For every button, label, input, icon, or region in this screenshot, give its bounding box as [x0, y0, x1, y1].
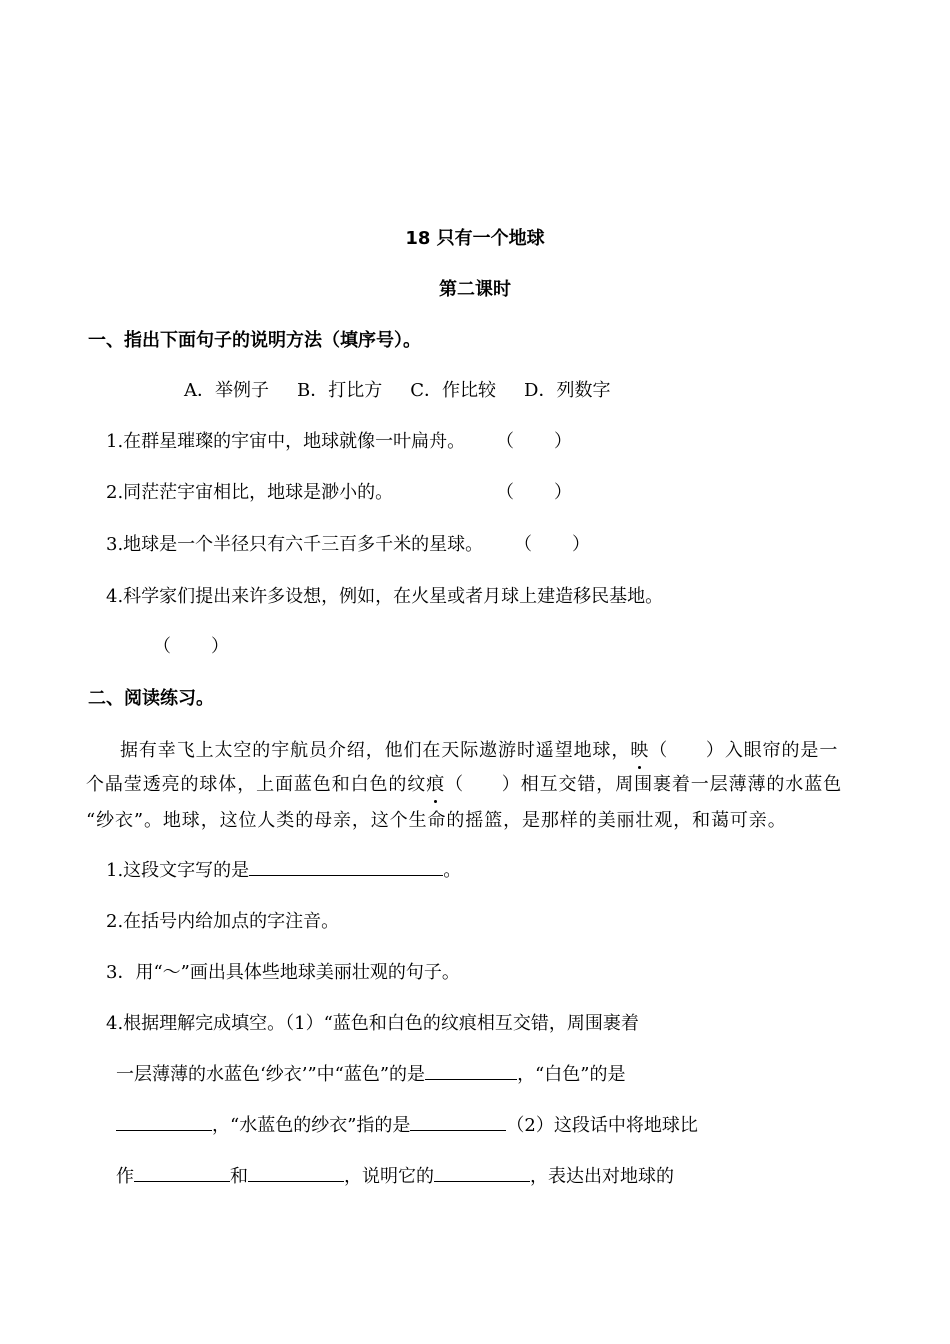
item-2-answer[interactable]: （ ） — [496, 482, 572, 503]
question-4-line-1: 4.根据理解完成填空。（1）“蓝色和白色的纹痕相互交错，周围裹着 — [106, 1013, 639, 1034]
page-subtitle: 第二课时 — [439, 279, 511, 300]
answer-blank[interactable] — [434, 1165, 530, 1182]
question-2: 2.在括号内给加点的字注音。 — [106, 911, 340, 932]
question-3: 3．用“～”画出具体些地球美丽壮观的句子。 — [106, 962, 460, 983]
dotted-char-hen: 痕 — [426, 772, 445, 798]
option-a: A．举例子 — [184, 380, 269, 401]
item-1-answer[interactable]: （ ） — [496, 431, 572, 452]
answer-blank[interactable] — [249, 859, 443, 876]
question-4-line-2: 一层薄薄的水蓝色‘纱衣’”中“蓝色”的是 ，“白色”的是 — [116, 1064, 626, 1085]
passage-line-1: 据有幸飞上太空的宇航员介绍，他们在天际遨游时遥望地球，映（ ）入眼帘的是一 — [120, 738, 838, 764]
item-4-answer[interactable]: （ ） — [153, 636, 229, 657]
item-3-text: 3.地球是一个半径只有六千三百多千米的星球。 — [106, 534, 484, 555]
section1-heading: 一、指出下面句子的说明方法（填序号）。 — [88, 330, 421, 351]
dotted-char-ying: 映 — [630, 738, 649, 764]
item-2-text: 2.同茫茫宇宙相比，地球是渺小的。 — [106, 482, 394, 503]
option-c: C．作比较 — [410, 380, 497, 401]
option-d: D．列数字 — [524, 380, 611, 401]
answer-blank[interactable] — [134, 1165, 230, 1182]
question-1: 1.这段文字写的是 。 — [106, 860, 462, 881]
item-3 — [106, 532, 483, 558]
page-title: 18 只有一个地球 — [405, 228, 545, 249]
section2-heading: 二、阅读练习。 — [88, 688, 214, 709]
options-row — [184, 378, 610, 404]
answer-blank[interactable] — [410, 1114, 506, 1131]
item-1 — [106, 429, 465, 455]
passage-line-3: “纱衣”。地球，这位人类的母亲，这个生命的摇篮，是那样的美丽壮观，和蔼可亲。 — [86, 810, 787, 831]
answer-blank[interactable] — [116, 1114, 212, 1131]
option-b: B．打比方 — [297, 380, 383, 401]
item-4 — [106, 584, 663, 610]
answer-blank[interactable] — [425, 1063, 517, 1080]
question-4-line-4: 作 和 ，说明它的 ，表达出对地球的 — [116, 1166, 674, 1187]
passage-line-2: 个晶莹透亮的球体，上面蓝色和白色的纹痕（ ）相互交错，周围裹着一层薄薄的水蓝色 — [86, 772, 842, 798]
item-4-text: 4.科学家们提出来许多设想，例如，在火星或者月球上建造移民基地。 — [106, 586, 664, 607]
item-3-answer[interactable]: （ ） — [514, 534, 590, 555]
answer-blank[interactable] — [248, 1165, 344, 1182]
item-1-text: 1.在群星璀璨的宇宙中，地球就像一叶扁舟。 — [106, 431, 466, 452]
question-4-line-3: ，“水蓝色的纱衣”指的是 （2）这段话中将地球比 — [116, 1113, 698, 1139]
item-2 — [106, 480, 393, 506]
